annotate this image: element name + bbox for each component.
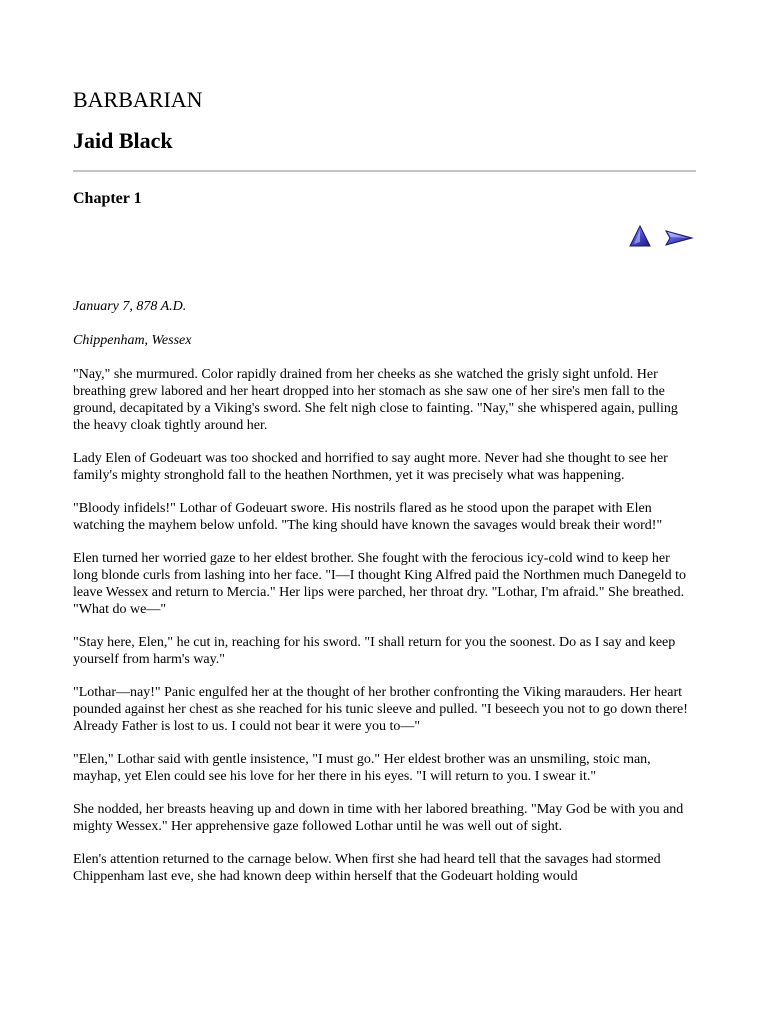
- next-arrow-icon[interactable]: [664, 225, 694, 249]
- up-arrow-icon[interactable]: [628, 225, 652, 249]
- chapter-body: [73, 298, 696, 901]
- book-title: BARBARIAN: [73, 87, 203, 112]
- paragraph: "Stay here, Elen," he cut in, reaching for his sword. "I shall return for you the soonest. Do as I say and keep yourself from harm's way.": [73, 635, 676, 667]
- paragraph: Elen turned her worried gaze to her eldest brother. She fought with the ferocious icy-cold wind to keep her long blonde curls from lashing into her face. "I—I thought King Alfred paid the Northmen much Danegeld to leave Wessex and return to Mercia." Her lips were parched, her throat dry. "Lothar, I'm afraid." She breathed. "What do we—": [73, 551, 687, 617]
- paragraph: "Nay," she murmured. Color rapidly drained from her cheeks as she watched the grisly sight unfold. Her breathing grew labored and her heart dropped into her stomach as she saw one of her sire's men fall to the ground, decapitated by a Viking's sword. She felt nigh close to fainting. "Nay," she whispered again, pulling the heavy cloak tightly around her.: [73, 367, 678, 433]
- paragraph: "Bloody infidels!" Lothar of Godeuart swore. His nostrils flared as he stood upon the parapet with Elen watching the mayhem below unfold. "The king should have known the savages would break their word!": [73, 501, 663, 533]
- paragraph: "Elen," Lothar said with gentle insistence, "I must go." Her eldest brother was an unsmiling, stoic man, mayhap, yet Elen could see his love for her there in his eyes. "I will return to you. I swear it.": [73, 752, 651, 784]
- author-name: Jaid Black: [73, 128, 173, 153]
- paragraph: "Lothar—nay!" Panic engulfed her at the thought of her brother confronting the Viking marauders. Her heart pounded against her chest as she reached for his tunic sleeve and pulled. "I beseech you not to go down there! Already Father is lost to us. I could not bear it were you to—": [73, 685, 688, 734]
- chapter-navigation: [626, 225, 696, 249]
- header-divider: [73, 170, 696, 172]
- chapter-heading: Chapter 1: [73, 190, 142, 207]
- paragraph: She nodded, her breasts heaving up and down in time with her labored breathing. "May God be with you and mighty Wessex." Her apprehensive gaze followed Lothar until he was well out of sight.: [73, 802, 684, 834]
- location: Chippenham, Wessex: [73, 333, 192, 348]
- dateline: January 7, 878 A.D.: [73, 299, 187, 314]
- paragraph: Lady Elen of Godeuart was too shocked and horrified to say aught more. Never had she thought to see her family's mighty stronghold fall to the heathen Northmen, yet it was precisely what was happening.: [73, 451, 668, 483]
- paragraph: Elen's attention returned to the carnage below. When first she had heard tell that the savages had stormed Chippenham last eve, she had known deep within herself that the Godeuart holding would: [73, 852, 661, 884]
